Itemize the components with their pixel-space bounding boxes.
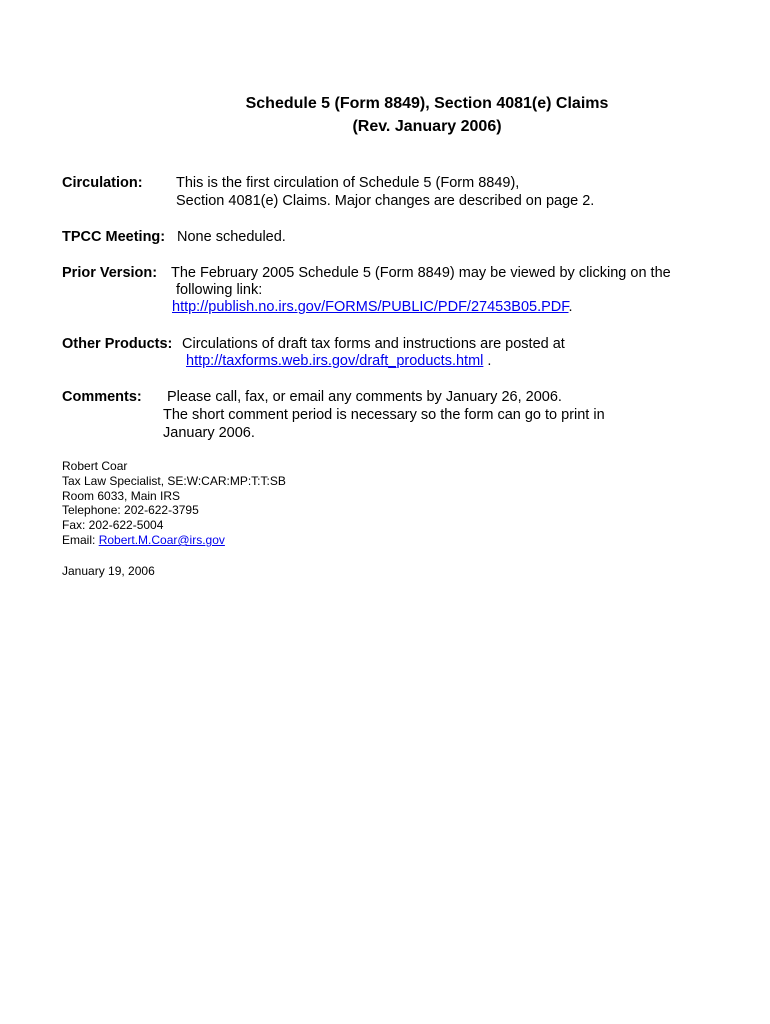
prior-version-link[interactable]: http://publish.no.irs.gov/FORMS/PUBLIC/PDF/27453B05.PDF <box>172 299 569 315</box>
prior-version-text-line1: The February 2005 Schedule 5 (Form 8849) may be viewed by clicking on the <box>171 265 671 281</box>
contact-email-label: Email: <box>62 533 99 547</box>
comments-text-line2: The short comment period is necessary so the form can go to print in <box>163 407 605 423</box>
prior-version-label: Prior Version: <box>62 265 158 281</box>
circulation-label: Circulation: <box>62 175 143 191</box>
prior-version-link-row <box>172 298 573 316</box>
contact-fax: Fax: 202-622-5004 <box>62 518 164 532</box>
tpcc-meeting-label: TPCC Meeting: <box>62 229 166 245</box>
document-date: January 19, 2006 <box>62 564 155 578</box>
other-products-link-suffix: . <box>483 353 492 369</box>
circulation-text-line2: Section 4081(e) Claims. Major changes are described on page 2. <box>176 193 595 209</box>
document-subtitle: (Rev. January 2006) <box>352 118 502 135</box>
prior-version-link-suffix: . <box>568 299 573 315</box>
contact-email-link[interactable]: Robert.M.Coar@irs.gov <box>98 533 225 547</box>
tpcc-meeting-text: None scheduled. <box>177 229 286 245</box>
other-products-link[interactable]: http://taxforms.web.irs.gov/draft_products.html <box>186 353 484 369</box>
comments-text-line1: Please call, fax, or email any comments by January 26, 2006. <box>167 389 562 405</box>
other-products-text-line1: Circulations of draft tax forms and instructions are posted at <box>182 336 565 352</box>
contact-title: Tax Law Specialist, SE:W:CAR:MP:T:T:SB <box>62 474 286 488</box>
other-products-link-row <box>186 352 491 370</box>
other-products-label: Other Products: <box>62 336 173 352</box>
comments-text-line3: January 2006. <box>163 425 255 441</box>
circulation-text-line1: This is the first circulation of Schedule 5 (Form 8849), <box>176 175 520 191</box>
contact-email-row <box>62 533 225 548</box>
comments-label: Comments: <box>62 389 142 405</box>
contact-telephone: Telephone: 202-622-3795 <box>62 503 199 517</box>
contact-room: Room 6033, Main IRS <box>62 489 181 503</box>
contact-name: Robert Coar <box>62 459 128 473</box>
document-title: Schedule 5 (Form 8849), Section 4081(e) Claims <box>245 95 609 112</box>
prior-version-text-line2: following link: <box>176 282 263 298</box>
